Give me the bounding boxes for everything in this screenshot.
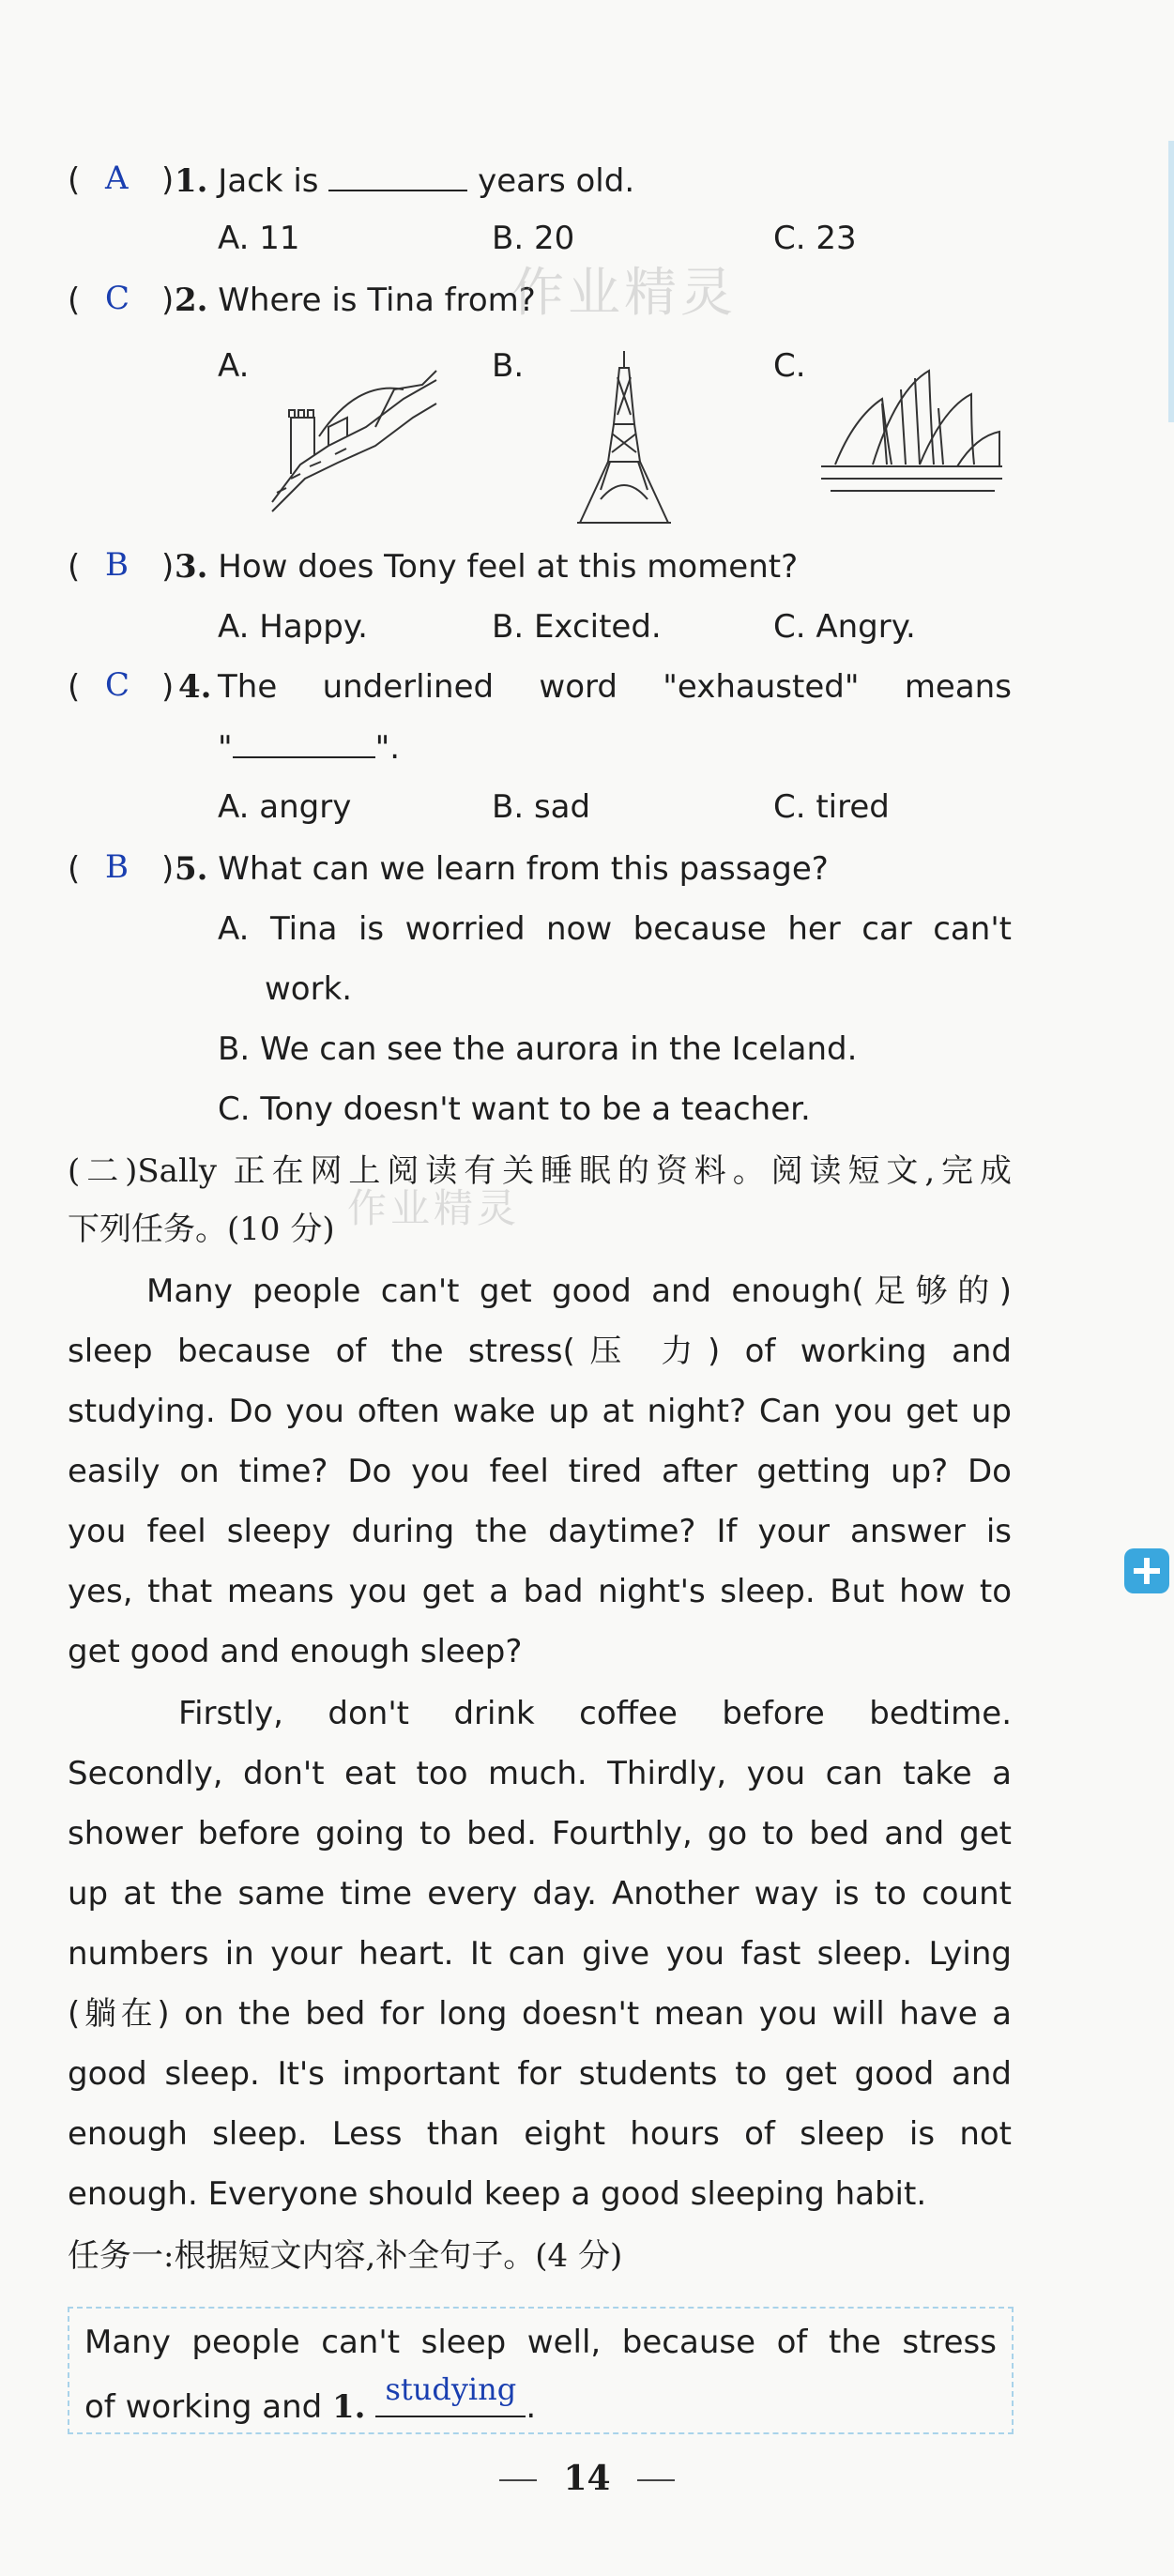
passage-line: easily on time? Do you feel tired after getting up? Do (68, 1453, 1012, 1490)
question-1-stem (175, 161, 634, 200)
question-text: How does Tony feel at this moment? (207, 548, 799, 586)
margin-rule (1168, 141, 1174, 422)
question-text: What can we learn from this passage? (207, 850, 829, 888)
stem-word: "exhausted" (663, 668, 860, 706)
passage-line: sleep because of the stress(压 力) of working and (68, 1333, 1012, 1370)
answer-3: B (105, 546, 129, 584)
plus-tab-icon[interactable] (1124, 1548, 1169, 1593)
stem-word: word (539, 668, 617, 706)
task-1-heading: 任务一:根据短文内容,补全句子。(4 分) (68, 2237, 623, 2275)
passage-line: shower before going to bed. Fourthly, go to bed and get (68, 1815, 1012, 1852)
question-number: 5. (175, 850, 208, 888)
option-b: B. (492, 347, 525, 385)
passage-line: studying. Do you often wake up at night? Can you get up (68, 1393, 1012, 1430)
question-4-stem (218, 668, 1012, 706)
option-a: A. angry (218, 788, 352, 826)
watermark: 作业精灵 (347, 1185, 521, 1231)
section-2-heading: (二)Sally 正在网上阅读有关睡眠的资料。阅读短文,完成 (68, 1152, 1012, 1190)
option-b: B. We can see the aurora in the Iceland. (218, 1030, 858, 1068)
answer-5: B (105, 848, 129, 886)
blank (328, 161, 467, 191)
box-text: of working and (84, 2388, 333, 2426)
question-number: 1. (332, 2388, 366, 2426)
page-footer (0, 2459, 1174, 2498)
question-text: Where is Tina from? (207, 282, 536, 319)
passage-line: Firstly, don't drink coffee before bedtime. (178, 1695, 1012, 1732)
passage-line: good sleep. It's important for students to get good and (68, 2055, 1012, 2093)
answer-paren-close: ) (161, 668, 175, 706)
question-number: 1. (175, 162, 208, 200)
option-a-cont: work. (265, 970, 353, 1008)
option-c: C. 23 (773, 220, 857, 257)
quote-close: ". (374, 729, 401, 767)
answer-paren-close: ) (161, 850, 175, 888)
stem-word: underlined (322, 668, 495, 706)
filled-answer: studying (385, 2371, 517, 2407)
answer-paren-close: ) (161, 161, 175, 199)
option-a: A. Tina is worried now because her car can't (218, 910, 1012, 948)
option-b: B. 20 (492, 220, 575, 257)
option-c: C. (773, 347, 806, 385)
section-2-heading-line2: 下列任务。(10 分) (68, 1211, 335, 1248)
answer-paren-close: ) (161, 548, 175, 586)
passage-line: enough sleep. Less than eight hours of sleep is not (68, 2115, 1012, 2153)
answer-4: C (105, 666, 130, 704)
answer-paren-open: ( (68, 161, 81, 199)
box-line-1: Many people can't sleep well, because of the stress (84, 2324, 997, 2361)
stem-word: The (218, 668, 278, 706)
passage-line: get good and enough sleep? (68, 1633, 523, 1670)
passage-line: Secondly, don't eat too much. Thirdly, you can take a (68, 1755, 1012, 1792)
question-text-after: years old. (467, 162, 635, 200)
box-text: . (526, 2388, 537, 2426)
answer-2: C (105, 280, 130, 317)
passage-line: yes, that means you get a bad night's sleep. But how to (68, 1573, 1012, 1610)
passage-line: you feel sleepy during the daytime? If your answer is (68, 1513, 1012, 1550)
answer-paren-open: ( (68, 850, 81, 888)
answer-paren-close: ) (161, 282, 175, 319)
question-4-stem-line2 (218, 728, 400, 767)
watermark: 作业精灵 (511, 263, 737, 324)
option-a: A. 11 (218, 220, 300, 257)
passage-line: Many people can't get good and enough(足够的) (146, 1273, 1012, 1310)
great-wall-icon (263, 361, 441, 516)
quote-open: " (218, 729, 233, 767)
passage-line: (躺在) on the bed for long doesn't mean you will have a (68, 1995, 1012, 2033)
answer-paren-open: ( (68, 668, 81, 706)
passage-line: enough. Everyone should keep a good sleeping habit. (68, 2175, 927, 2213)
eiffel-tower-icon (572, 349, 676, 527)
footer-dash (637, 2479, 675, 2481)
blank (233, 728, 375, 758)
footer-dash (499, 2479, 537, 2481)
answer-1: A (105, 160, 129, 197)
question-number: 3. (175, 548, 208, 586)
question-5-stem (175, 850, 829, 888)
option-b: B. sad (492, 788, 591, 826)
answer-paren-open: ( (68, 548, 81, 586)
option-c: C. Tony doesn't want to be a teacher. (218, 1090, 811, 1128)
answer-paren-open: ( (68, 282, 81, 319)
question-3-stem (175, 548, 798, 586)
opera-house-icon (816, 361, 1004, 502)
box-line-2 (84, 2371, 537, 2426)
option-c: C. Angry. (773, 608, 916, 646)
option-a: A. Happy. (218, 608, 368, 646)
question-2-stem (175, 282, 536, 319)
question-number: 2. (175, 282, 208, 319)
stem-word: means (904, 668, 1012, 706)
passage-line: up at the same time every day. Another way is to count (68, 1875, 1012, 1913)
question-number: 4. (178, 668, 212, 706)
fill-blank (375, 2371, 526, 2417)
passage-line: numbers in your heart. It can give you fast sleep. Lying (68, 1935, 1012, 1973)
option-c: C. tired (773, 788, 890, 826)
question-text: Jack is (207, 162, 329, 200)
page-number: 14 (563, 2459, 611, 2498)
option-b: B. Excited. (492, 608, 662, 646)
option-a: A. (218, 347, 250, 385)
